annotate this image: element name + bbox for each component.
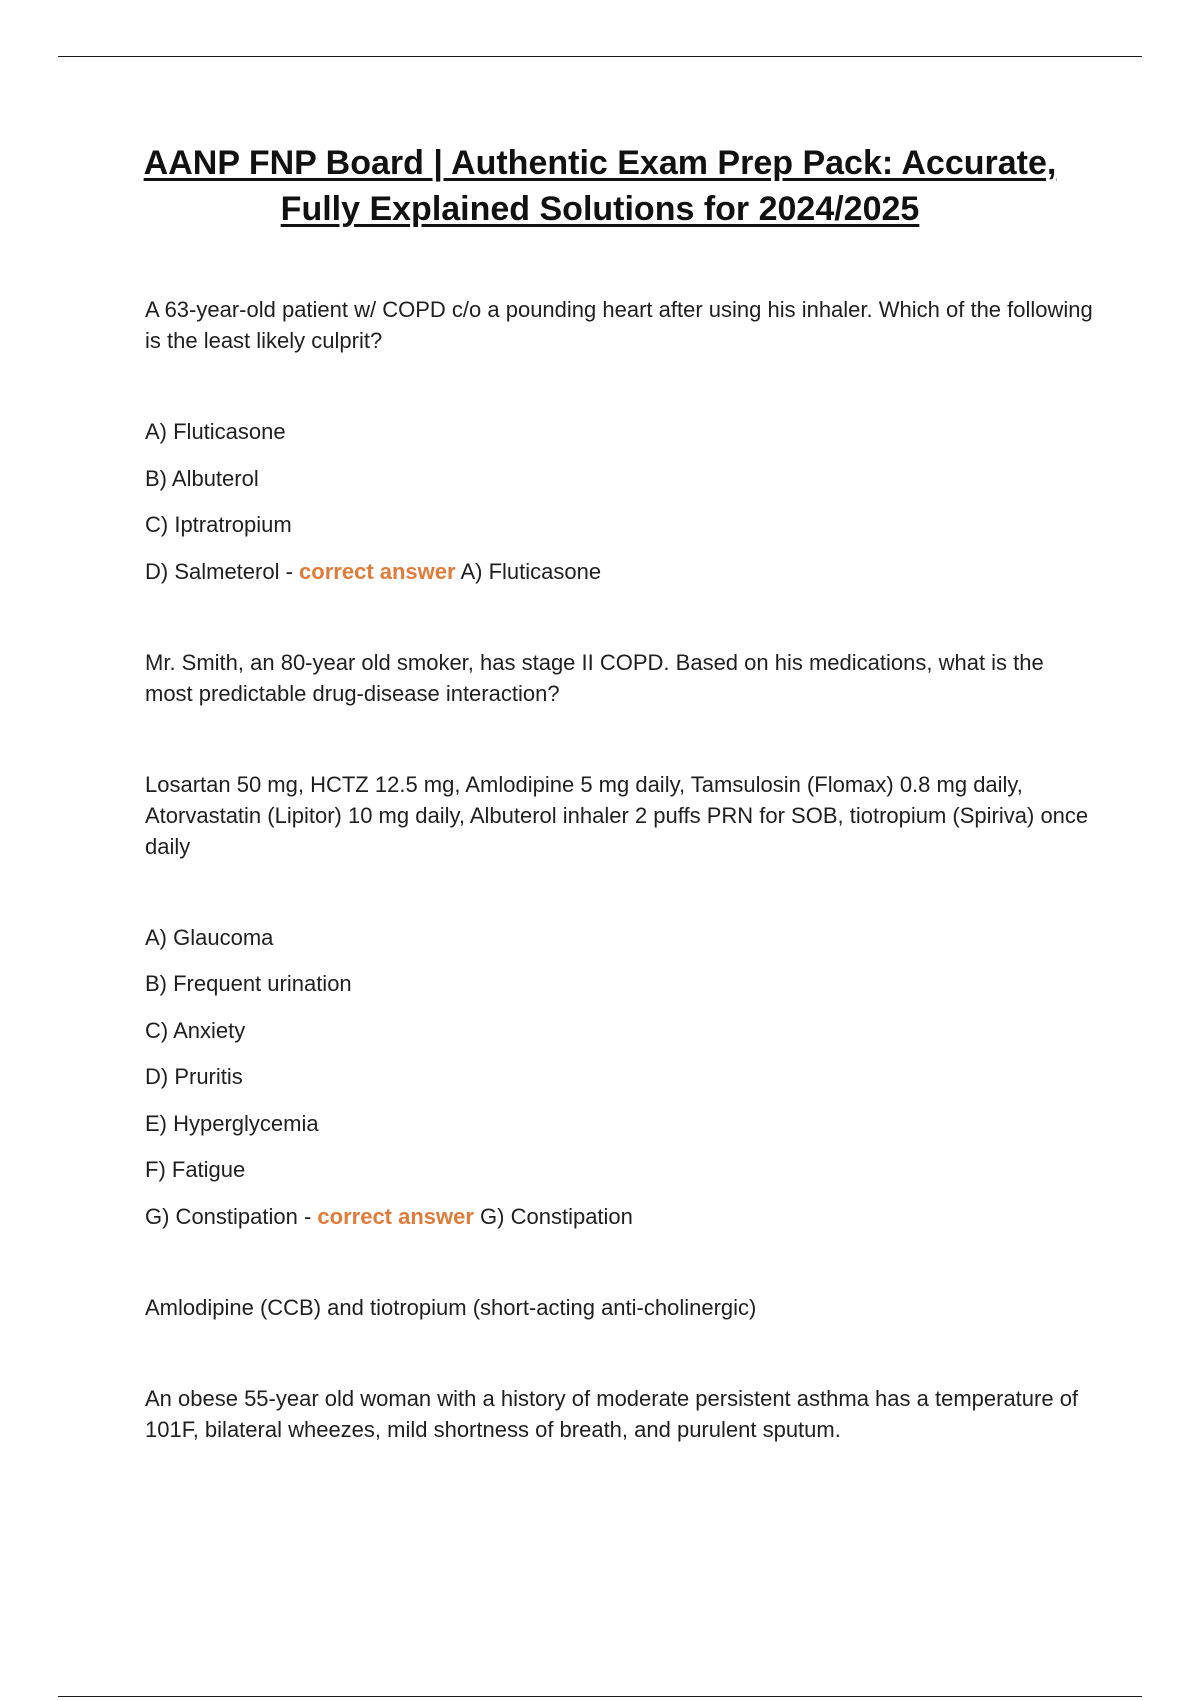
question-2-option-c: C) Anxiety [145, 1017, 246, 1043]
question-1-option-a: A) Fluticasone [145, 419, 286, 444]
question-2-explanation: Amlodipine (CCB) and tiotropium (short-acting anti-cholinergic) [145, 1294, 757, 1320]
question-1-stem: A 63-year-old patient w/ COPD c/o a pounding heart after using his inhaler. Which of the following is the least likely culprit? [145, 297, 1093, 353]
top-divider [58, 56, 1142, 57]
correct-answer-label: correct answer [317, 1203, 474, 1229]
document-title: AANP FNP Board | Authentic Exam Prep Pack: Accurate, Fully Explained Solutions for 2024/2025 [143, 144, 1057, 228]
question-3-stem: An obese 55-year old woman with a history of moderate persistent asthma has a temperature of 101F, bilateral wheezes, mild shortness of breath, and purulent sputum. [145, 1385, 1079, 1442]
correct-answer-label: correct answer [299, 558, 456, 584]
question-1-option-d: D) Salmeterol - [145, 558, 300, 584]
bottom-divider [58, 1696, 1142, 1697]
question-2-option-e: E) Hyperglycemia [145, 1110, 319, 1136]
question-2-stem: Mr. Smith, an 80-year old smoker, has stage II COPD. Based on his medications, what is the most predictable drug-disease interaction? [145, 649, 1044, 706]
question-2-answer: G) Constipation [473, 1203, 633, 1229]
document-body [145, 294, 1095, 1505]
question-2-option-d: D) Pruritis [145, 1064, 243, 1089]
question-1-answer: A) Fluticasone [455, 558, 602, 584]
question-2-option-a: A) Glaucoma [145, 924, 274, 950]
question-2-option-g-answer [145, 1201, 1095, 1232]
question-2-medications: Losartan 50 mg, HCTZ 12.5 mg, Amlodipine 5 mg daily, Tamsulosin (Flomax) 0.8 mg daily, Atorvastatin (Lipitor) 10 mg daily, Albuterol inhaler 2 puffs PRN for SOB, tiotropium (Spiriva) once daily [145, 771, 1089, 859]
question-1-option-b: B) Albuterol [145, 465, 259, 491]
question-1-option-c: C) Iptratropium [145, 512, 292, 537]
question-1-option-d-answer [145, 556, 1095, 587]
question-2-option-g: G) Constipation - [145, 1203, 318, 1229]
question-2-option-b: B) Frequent urination [145, 971, 352, 996]
question-2-option-f: F) Fatigue [145, 1157, 246, 1182]
